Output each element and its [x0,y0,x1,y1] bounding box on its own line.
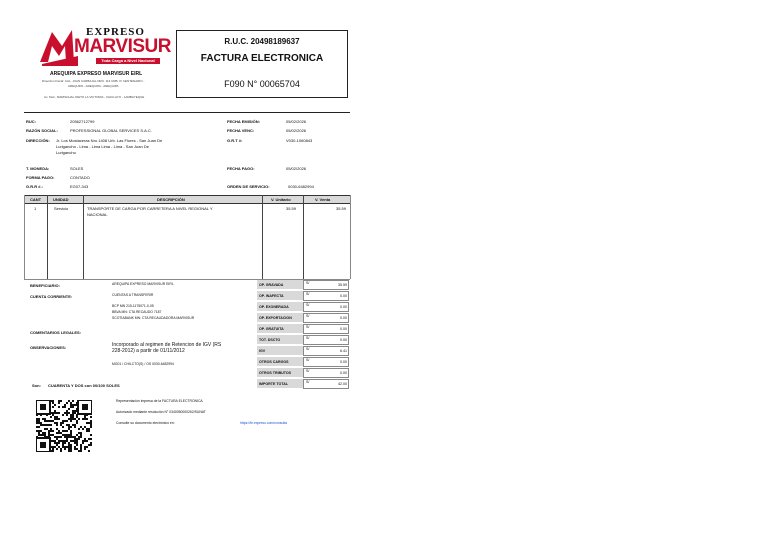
total-value: 0.00 [340,360,347,364]
document-type: FACTURA ELECTRONICA [200,53,324,64]
total-row [257,313,349,323]
total-currency: S/ [306,380,310,384]
ruc-value: 20562712799 [70,119,95,124]
ruc-number: R.U.C. 20498189637 [224,37,300,46]
document-number: F090 N° 00065704 [224,79,300,89]
total-value: 42.00 [338,382,347,386]
orden-servicio-value: 0030-6482994 [288,184,314,189]
bank-line-3: SCOTIABANK MN: CTA RECAUDADORA MARVISUR [112,316,195,320]
logo-main-text: MARVISUR [74,36,171,57]
table-header-bar [24,196,350,203]
header-divider [24,112,350,113]
row-venta: 35.59 [336,206,347,211]
forma-pago-label: FORMA PAGO: [26,175,55,180]
fecha-venc-value: 05/02/2026 [286,128,307,133]
row-unidad: Servicio [54,206,69,211]
grr-label: G.R.R #.: [26,184,43,189]
grr-value: EG07-343 [70,184,89,189]
total-currency: S/ [306,369,310,373]
logo-top-text: EXPRESO [86,26,145,38]
total-currency: S/ [306,314,310,318]
total-row [257,335,349,345]
beneficiario-value: AREQUIPA EXPRESO MARVISUR EIRL [112,282,174,286]
forma-pago-value: CONTADO [70,175,90,180]
razon-value: PROFESSIONAL GLOBAL SERVICES S.A.C. [70,128,152,133]
total-currency: S/ [306,358,310,362]
direccion-line-1: Jr. Los Mostaceras Nro.1408 Urb. Las Flores - San Juan De [56,138,163,143]
total-label: OP. EXPORTACION [257,313,303,323]
company-address-1: Dirección Fiscal: CAL. JUAN CARBAJAL NRO. 113 URB. IV CENTENARIO - [42,79,145,83]
row-desc-2: NACIONAL [87,212,108,217]
ruc-label: RUC: [26,119,36,124]
qr-code [36,400,92,452]
th-v-venta: V. Venta [315,197,331,202]
moneda-label: T. MONEDA: [26,166,50,171]
total-label: OP. GRAVADA [257,280,303,290]
total-row [257,302,349,312]
observaciones-line-1: Incorporado al regimen de Retencion de IGV (RS [112,342,222,348]
total-label: OTROS CARGOS [257,357,303,367]
footer-consult-link[interactable]: https://fe.expreso.com/consulta [240,421,287,425]
total-row [257,368,349,378]
total-value: 0.00 [340,305,347,309]
observaciones-label: OBSERVACIONES: [30,345,67,350]
row-desc-1: TRANSPORTE DE CARGA POR CARRETERA A NIVEL REGIONAL Y [87,206,213,211]
orden-servicio-label: ORDEN DE SERVICIO: [227,184,270,189]
total-label: OP. GRATUITA [257,324,303,334]
total-currency: S/ [306,281,310,285]
total-currency: S/ [306,325,310,329]
th-unidad: UNIDAD [53,197,69,202]
company-branch: Av. Tacn. MARISCHAL NIETO LA VICTORIA - CHICLAYO - LAMBAYEQUE [44,95,145,99]
total-currency: S/ [306,292,310,296]
grt-value: V030-1060843 [286,138,313,143]
fecha-venc-label: FECHA VENC: [227,128,255,133]
total-value: 6.41 [340,349,347,353]
total-row [257,291,349,301]
total-label: OP. INAFECTA [257,291,303,301]
son-label: Son: [32,383,41,388]
company-name: AREQUIPA EXPRESO MARVISUR EIRL [50,71,143,77]
bank-line-1: BCP MN 215-1175071-0-05 [112,304,154,308]
total-row [257,357,349,367]
company-address-2: AREQUIPA - AREQUIPA - AREQUIPA [68,84,119,88]
bank-line-2: BBVA MN: CTA RECAUDO 7187 [112,310,162,314]
direccion-line-2: Lurigancho - Lima - Lima Lima - Lima - San Juan De [56,144,149,149]
total-label: OP. EXONERADA [257,302,303,312]
total-value: 0.00 [340,338,347,342]
son-value: CUARENTA Y DOS con 00/100 SOLES [48,383,120,388]
cuenta-label: CUENTA CORRIENTE: [30,294,73,299]
fecha-pago-value: 05/02/2026 [286,166,307,171]
comentarios-legales-label: COMENTARIOS LEGALES: [30,330,82,335]
total-currency: S/ [306,303,310,307]
total-label: TOT. DSCTO [257,335,303,345]
total-value: 0.00 [340,327,347,331]
cuenta-value: CUENTAS A TRANSFERIR [112,293,154,297]
total-value: 0.00 [340,294,347,298]
footer-line-1: Representación impresa de la FACTURA ELECTRONICA [116,399,203,403]
total-value: 35.59 [338,283,347,287]
total-label: IMPORTE TOTAL [257,379,303,389]
th-v-unitario: V. Unitario [271,197,291,202]
direccion-line-3: Lurigancho [56,150,76,155]
ruc-box [176,30,348,98]
total-currency: S/ [306,336,310,340]
row-unitario: 35.59 [286,206,297,211]
total-currency: S/ [306,347,310,351]
fecha-emision-value: 05/02/2026 [286,119,307,124]
beneficiario-label: BENEFICIARIO: [30,283,60,288]
total-row [257,280,349,290]
company-logo [38,26,171,68]
grt-label: G.R.T #: [227,138,243,143]
logo-tagline: Toda Carga a Nivel Nacional [96,58,160,64]
observaciones-line-2: 228-2012) a partir de 01/11/2012 [112,348,185,354]
total-row [257,346,349,356]
th-descripcion: DESCRIPCIÓN [157,197,185,202]
fecha-emision-label: FECHA EMISIÓN: [227,119,260,124]
razon-label: RAZÓN SOCIAL: [26,128,58,133]
total-row [257,379,349,389]
total-label: OTROS TRIBUTOS [257,368,303,378]
observaciones-line-3: MG01 / CHILCTO(S) / OS 0030-6482994 [112,362,174,366]
total-value: 0.00 [340,371,347,375]
th-cant: CANT [30,197,42,202]
total-label: IGV [257,346,303,356]
total-value: 0.00 [340,316,347,320]
direccion-label: DIRECCIÓN: [26,138,50,143]
footer-line-3: Consulte su documento electrónico en: [116,421,175,425]
row-cant: 1 [34,206,37,211]
total-row [257,324,349,334]
qr-code-graphic [36,400,92,452]
moneda-value: SOLES [70,166,84,171]
fecha-pago-label: FECHA PAGO: [227,166,255,171]
footer-line-2: Autorizado mediante resolución N° 0340050000262/SUNAT [116,410,206,414]
